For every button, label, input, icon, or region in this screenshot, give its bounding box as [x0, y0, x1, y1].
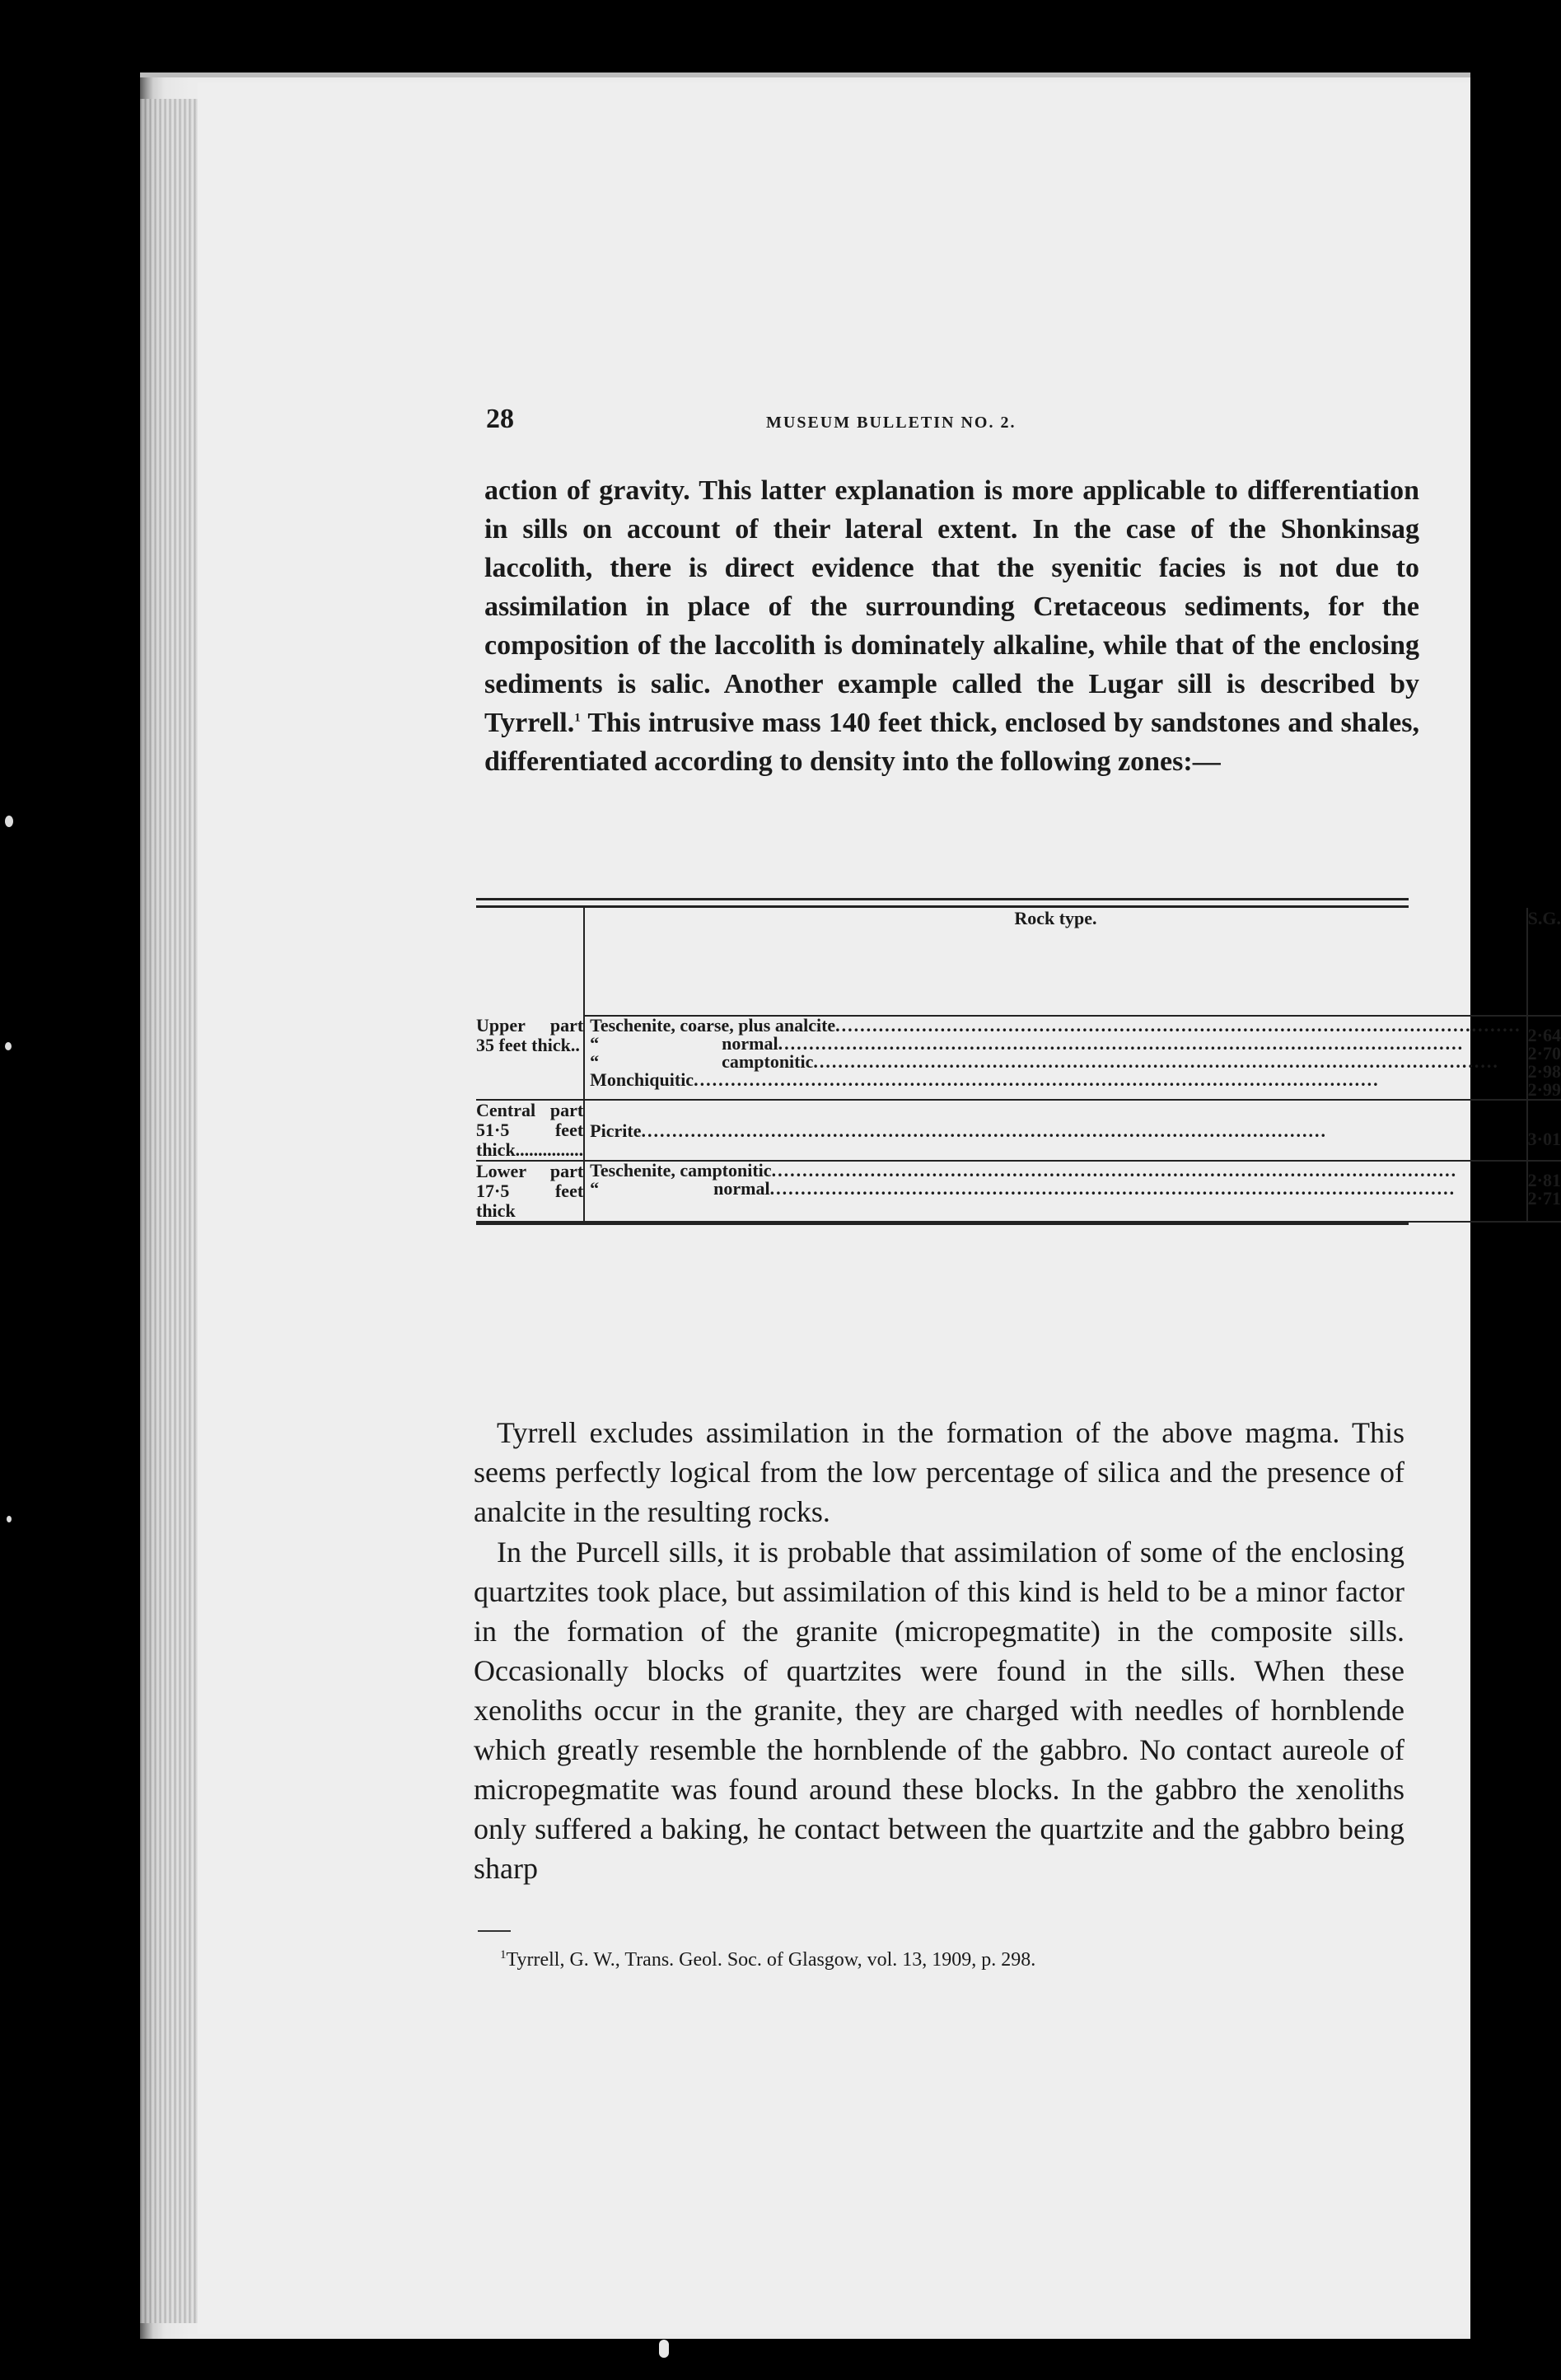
leader-dots [694, 1071, 1526, 1089]
rock-line [585, 1180, 1526, 1198]
table-row [476, 1161, 1561, 1222]
page-header [486, 404, 1425, 435]
sg-value: 2·99 [1527, 1079, 1561, 1100]
sg-cell [1527, 1100, 1561, 1161]
footnote [500, 1947, 1406, 1972]
rock-line [585, 1017, 1526, 1035]
table-header-row [476, 908, 1561, 1016]
footnote-text: Tyrrell, G. W., Trans. Geol. Soc. of Glasgow, vol. 13, 1909, p. 298. [506, 1949, 1036, 1971]
ditto-mark: “ [590, 1051, 600, 1072]
paragraph-intro [484, 471, 1419, 781]
footnote-rule [478, 1930, 511, 1932]
paragraph-purcell: In the Purcell sills, it is probable that assimilation of some of the enclosing quartzites took place, but assimilation of this kind is held to be a minor factor in the formation of the granite (micropegmatite) in the composite sills. Occasionally blocks of quartzites were found in the sills. When these xenoliths occur in the granite, they are charged with needles of hornblende which greatly resemble the hornblende of the gabbro. No contact aureole of micropegmatite was found around these blocks. In the gabbro the xenoliths only suffered a baking, he contact between the quartzite and the gabbro being sharp [474, 1536, 1404, 1885]
leader-dots [641, 1122, 1526, 1140]
rock-name: camptonitic [722, 1051, 814, 1072]
footnote-reference: 1 [574, 711, 581, 725]
rock-name: Monchiquitic [590, 1069, 694, 1090]
rock-name: normal [722, 1033, 778, 1054]
rock-line [585, 1162, 1526, 1180]
sg-cell [1527, 1161, 1561, 1222]
header-sg: S.G. [1527, 908, 1561, 1016]
table-bottom-rule [476, 1223, 1409, 1225]
sg-value: 2·71 [1527, 1188, 1561, 1209]
scan-artifact [7, 1516, 12, 1522]
rock-cell [584, 1100, 1527, 1161]
rock-name: Teschenite, coarse, plus analcite [590, 1015, 836, 1036]
sg-value: 2·64 [1527, 1025, 1561, 1045]
indent-spacer [639, 1180, 713, 1198]
table-row [476, 1016, 1561, 1100]
sg-value: 3·01 [1527, 1129, 1561, 1149]
rock-line [585, 1101, 1526, 1140]
footnote-mark: 1 [500, 1948, 507, 1962]
indent-spacer [639, 1035, 722, 1053]
leader-dots [835, 1017, 1526, 1035]
ditto-mark: “ [590, 1178, 600, 1199]
table-top-rule [476, 898, 1409, 908]
leader-dots [770, 1180, 1526, 1198]
indent-spacer [639, 1053, 722, 1071]
ditto-mark: “ [590, 1033, 600, 1054]
paragraph-intro-text: action of gravity. This latter explanation is more applicable to differentiation in sills on account of their lateral extent. In the case of the Shonkinsag laccolith, there is direct evidence that the syenitic facies is not due to assimilation in place of the surrounding Cretaceous sediments, for the composition of the laccolith is dominately alkaline, while that of the enclosing sediments is salic. Another example called the Lugar sill is described by Tyrrell. [484, 475, 1419, 738]
leader-dots [813, 1053, 1526, 1071]
zones-table [476, 908, 1561, 1223]
paragraph-intro-tail: This intrusive mass 140 feet thick, enclosed by sandstones and shales, differentiated according to density into the following zones:— [484, 708, 1419, 777]
rock-name: Picrite [590, 1120, 642, 1141]
zone-label: Lower part 17·5 feet thick [476, 1161, 584, 1221]
table-row [476, 1100, 1561, 1161]
rock-cell [584, 1161, 1527, 1222]
sg-value: 2·98 [1527, 1061, 1561, 1082]
rock-cell [584, 1016, 1527, 1100]
rock-line [585, 1053, 1526, 1071]
scan-artifact [5, 816, 13, 827]
running-head: MUSEUM BULLETIN NO. 2. [766, 414, 1017, 432]
rock-line [585, 1071, 1526, 1089]
zones-table-wrapper [476, 898, 1561, 1225]
leader-dots [778, 1035, 1526, 1053]
zone-label: Upper part 35 feet thick.. [476, 1016, 584, 1100]
header-rock-type: Rock type. [584, 908, 1527, 1016]
rock-name: Teschenite, camptonitic [590, 1160, 772, 1181]
rock-line [585, 1035, 1526, 1053]
leader-dots [772, 1162, 1526, 1180]
page-number: 28 [486, 404, 514, 434]
paragraph-tyrrell: Tyrrell excludes assimilation in the formation of the above magma. This seems perfectly logical from the low percentage of silica and the presence of analcite in the resulting rocks. [474, 1416, 1404, 1528]
scan-artifact [5, 1042, 12, 1050]
rock-name: normal [713, 1178, 770, 1199]
sg-value: 2·70 [1527, 1043, 1561, 1064]
header-zone [476, 908, 584, 1016]
zone-label: Central part 51·5 feet thick............... [476, 1100, 584, 1160]
page-edges [140, 99, 198, 2323]
sg-value: 2·81 [1527, 1170, 1561, 1190]
sg-cell [1527, 1016, 1561, 1100]
scan-artifact [659, 2340, 669, 2358]
